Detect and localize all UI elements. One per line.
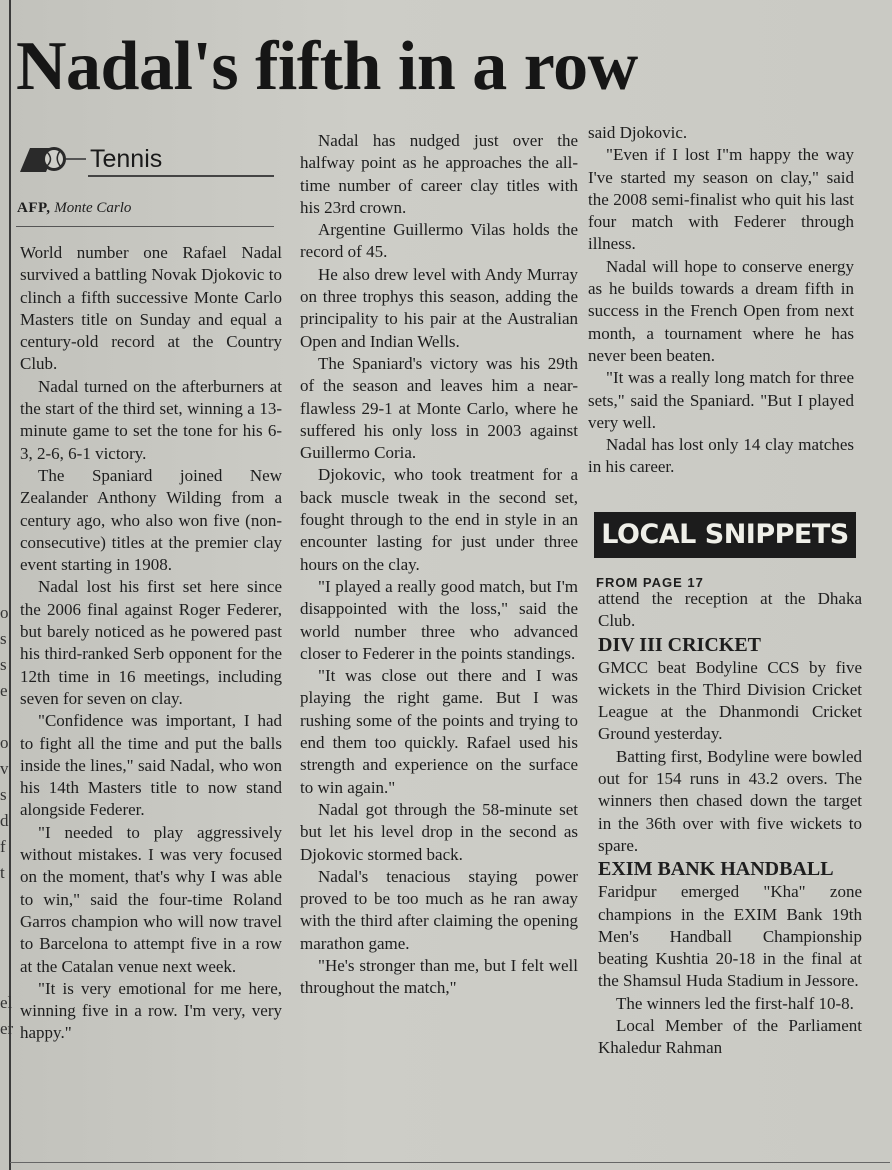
snippet-subhead-handball: EXIM BANK HANDBALL bbox=[598, 858, 834, 881]
article-paragraph: Argentine Guillermo Vilas holds the record of 45. bbox=[300, 220, 578, 262]
snippet-paragraph: The winners led the first-half 10-8. bbox=[616, 993, 854, 1013]
snippet-subhead-cricket: DIV III CRICKET bbox=[598, 633, 762, 656]
edge-letter: s bbox=[0, 655, 7, 674]
article-paragraph: He also drew level with Andy Murray on three trophys this season, adding the principality to his pair at the Australian Open and Indian Wells. bbox=[300, 264, 578, 351]
article-paragraph: "I needed to play aggressively without mistakes. I was very focused on the moment, that's why I was able to win," said the four-time Roland Garros champion who will now travel to Barcelona to attempt five in a row at the Catalan venue next week. bbox=[20, 822, 282, 976]
bottom-rule bbox=[10, 1162, 890, 1163]
edge-letter: d bbox=[0, 811, 9, 830]
article-paragraph: "I played a really good match, but I'm disappointed with the loss," said the world number three who advanced closer to Federer in the points standings. bbox=[300, 576, 578, 663]
article-paragraph: said Djokovic. bbox=[588, 123, 688, 142]
edge-letter: el bbox=[0, 993, 13, 1012]
local-snippets-banner: LOCAL SNIPPETS bbox=[594, 512, 856, 558]
article-paragraph: Djokovic, who took treatment for a back muscle tweak in the second set, fought through to the end in style in an encounter lasting for just under three hours on the clay. bbox=[300, 465, 578, 574]
article-column-3 bbox=[588, 122, 854, 479]
snippet-lead: attend the reception at the Dhaka Club. bbox=[598, 589, 862, 631]
section-rule bbox=[88, 175, 274, 177]
edge-letter: o bbox=[0, 733, 9, 752]
article-paragraph: Nadal will hope to conserve energy as he builds towards a dream fifth in success in the French Open from next month, a tournament where he has never been beaten. bbox=[588, 256, 854, 365]
snippets-column bbox=[598, 588, 862, 1060]
snippet-paragraph: Local Member of the Parliament Khaledur Rahman bbox=[598, 1016, 862, 1058]
edge-letter: s bbox=[0, 785, 7, 804]
adjacent-column-edge bbox=[0, 600, 14, 1042]
article-paragraph: Nadal lost his first set here since the 2006 final against Roger Federer, but barely noticed as he powered past his third-ranked Serb opponent for the 12th time in 16 meetings, including seven for seven on clay. bbox=[20, 577, 282, 708]
snippet-paragraph: Faridpur emerged "Kha" zone champions in the EXIM Bank 19th Men's Handball Championship beating Kushtia 20-18 in the final at the Shamsul Huda Stadium in Jessore. bbox=[598, 882, 862, 991]
edge-letter bbox=[0, 912, 10, 938]
article-paragraph: "It is very emotional for me here, winning five in a row. I'm very, very happy." bbox=[20, 978, 282, 1043]
snippet-paragraph: Batting first, Bodyline were bowled out for 154 runs in 43.2 overs. The winners then chased down the target in the 36th over with five wickets to spare. bbox=[598, 746, 862, 855]
article-column-1 bbox=[20, 242, 282, 1045]
article-paragraph: Nadal's tenacious staying power proved to be too much as he ran away with the third after claiming the opening marathon game. bbox=[300, 866, 578, 953]
snippet-paragraph: GMCC beat Bodyline CCS by five wickets in the Third Division Cricket League at the Dhanmondi Cricket Ground yesterday. bbox=[598, 657, 862, 744]
byline bbox=[17, 200, 131, 217]
article-paragraph: "He's stronger than me, but I felt well throughout the match," bbox=[300, 955, 578, 998]
headline: Nadal's fifth in a row bbox=[16, 28, 638, 105]
section-label: Tennis bbox=[90, 145, 163, 173]
article-paragraph: Nadal turned on the afterburners at the start of the third set, winning a 13-minute game to set the tone for his 6-3, 2-6, 6-1 victory. bbox=[20, 376, 282, 463]
article-paragraph: The Spaniard joined New Zealander Anthony Wilding from a century ago, who also won five (non-consecutive) titles at the premier clay event starting in 1908. bbox=[20, 465, 282, 575]
edge-letter: s bbox=[0, 629, 7, 648]
article-paragraph: "Confidence was important, I had to fight all the time and put the balls inside the lines," said Nadal, who won his 14th Masters title to now stand alongside Federer. bbox=[20, 711, 282, 820]
edge-letter: t bbox=[0, 863, 5, 882]
article-paragraph: "It was close out there and I was playing the right game. But I was rushing some of the points and trying to end them too quickly. Rafael used his strength and experience on the surface to win again." bbox=[300, 666, 578, 797]
article-paragraph: Nadal got through the 58-minute set but let his level drop in the second as Djokovic stormed back. bbox=[300, 799, 578, 864]
edge-letter bbox=[0, 704, 10, 730]
edge-letter: f bbox=[0, 837, 6, 856]
tennis-ball-racket-icon bbox=[16, 144, 86, 174]
article-column-2 bbox=[300, 130, 578, 1000]
edge-letter: o bbox=[0, 603, 9, 622]
edge-letter: er bbox=[0, 1019, 14, 1038]
article-paragraph: "It was a really long match for three sets," said the Spaniard. "But I played very well. bbox=[588, 368, 854, 432]
section-header bbox=[16, 142, 274, 178]
edge-letter bbox=[0, 964, 10, 990]
edge-letter bbox=[0, 938, 10, 964]
article-paragraph: Nadal has nudged just over the halfway point as he approaches the all-time number of career clay titles with his 23rd crown. bbox=[300, 131, 578, 217]
from-page-label: FROM PAGE 17 bbox=[596, 575, 704, 590]
article-paragraph: Nadal has lost only 14 clay matches in his career. bbox=[588, 435, 854, 477]
edge-letter: e bbox=[0, 681, 8, 700]
article-paragraph: "Even if I lost I"m happy the way I've started my season on clay," said the 2008 semi-finalist who quit his last four match with Federer through illness. bbox=[588, 145, 854, 254]
edge-letter: v bbox=[0, 759, 9, 778]
edge-letter bbox=[0, 886, 10, 912]
article-paragraph: The Spaniard's victory was his 29th of the season and leaves him a near-flawless 29-1 at Monte Carlo, where he suffered his only loss in 2003 against Guillermo Coria. bbox=[300, 353, 578, 463]
byline-agency: AFP, bbox=[17, 200, 51, 216]
byline-place: Monte Carlo bbox=[54, 200, 132, 216]
byline-rule bbox=[16, 226, 274, 227]
article-paragraph: World number one Rafael Nadal survived a battling Novak Djokovic to clinch a fifth successive Monte Carlo Masters title on Sunday and equal a century-old record at the Country Club. bbox=[20, 243, 282, 374]
